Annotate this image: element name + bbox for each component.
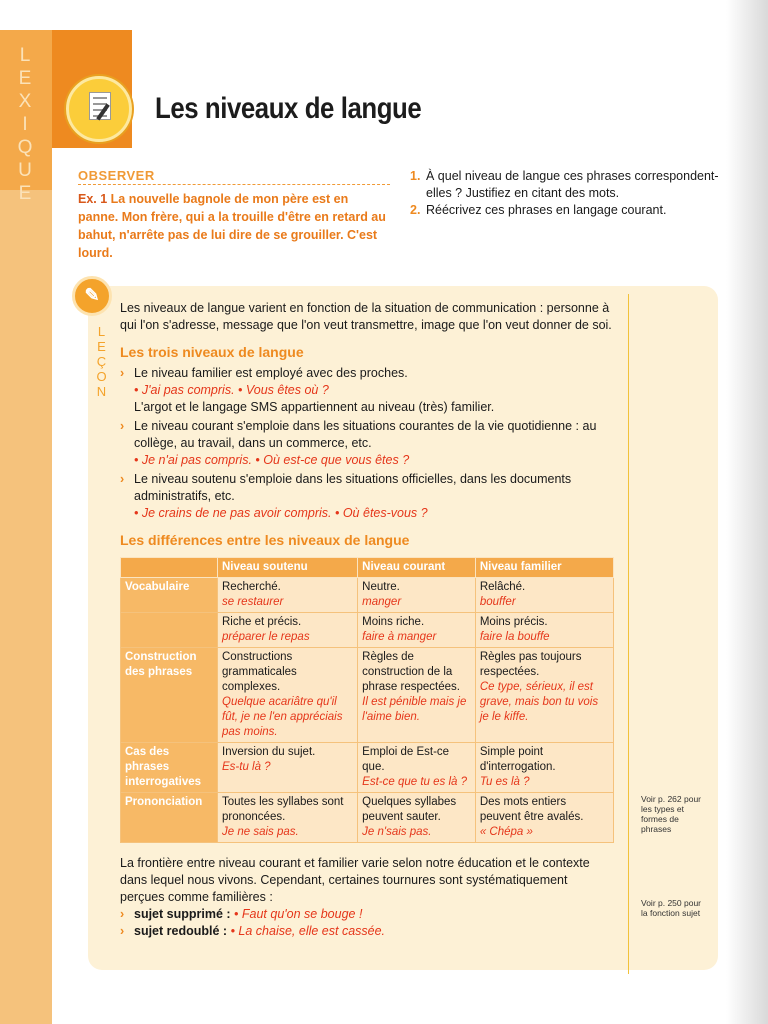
row-label: Cas des phrases interrogatives bbox=[121, 743, 218, 793]
table-cell bbox=[218, 743, 358, 793]
side-tab-letter: L bbox=[19, 45, 33, 66]
cell-example: Ce type, sérieux, il est grave, mais bon tu vois je le kiffe. bbox=[479, 681, 599, 723]
question-number: 1. bbox=[410, 169, 421, 183]
table-cell bbox=[358, 578, 476, 613]
conclusion-text: La frontière entre niveau courant et familier varie selon notre éducation et le contexte dans lequel nous vivons. Cependant, certaines tournures sont systématiquement perçues comme familières : bbox=[120, 856, 590, 904]
cell-example: manger bbox=[362, 596, 402, 608]
bullet-label: sujet redoublé : bbox=[134, 924, 228, 938]
table-cell bbox=[218, 648, 358, 743]
cell-text: Riche et précis. bbox=[222, 616, 302, 628]
row-label bbox=[121, 613, 218, 648]
table-row bbox=[121, 578, 614, 613]
cell-text: Règles de construction de la phrase respectées. bbox=[362, 651, 460, 693]
cell-example: faire la bouffe bbox=[479, 631, 550, 643]
cell-example: Tu es là ? bbox=[479, 776, 530, 788]
level-courant: › Le niveau courant s'emploie dans les situations courantes de la vie quotidienne : au collège, au travail, dans un commerce, etc. • Je n'ai pas compris. • Où est-ce que vous êtes ? bbox=[120, 418, 614, 469]
cell-text: Règles pas toujours respectées. bbox=[479, 651, 582, 678]
cell-text: Recherché. bbox=[222, 581, 281, 593]
level-soutenu: › Le niveau soutenu s'emploie dans les situations officielles, dans les documents administratifs, etc. • Je crains de ne pas avoir compris. • Où êtes-vous ? bbox=[120, 471, 614, 522]
cell-example: faire à manger bbox=[362, 631, 437, 643]
cell-example: Je n'sais pas. bbox=[362, 826, 432, 838]
side-note: Voir p. 250 pour la fonction sujet bbox=[641, 898, 702, 918]
table-cell bbox=[475, 743, 613, 793]
cell-example: Je ne sais pas. bbox=[222, 826, 299, 838]
level-extra: L'argot et le langage SMS appartiennent au niveau (très) familier. bbox=[134, 400, 495, 414]
conclusion bbox=[120, 855, 614, 940]
differences-table bbox=[120, 557, 614, 843]
level-example: • Je n'ai pas compris. • Où est-ce que vous êtes ? bbox=[134, 453, 410, 467]
cell-text: Quelques syllabes peuvent sauter. bbox=[362, 796, 457, 823]
cell-text: Moins précis. bbox=[479, 616, 548, 628]
cell-text: Des mots entiers peuvent être avalés. bbox=[479, 796, 584, 823]
table-row bbox=[121, 793, 614, 843]
table-row bbox=[121, 743, 614, 793]
lecon-content bbox=[120, 300, 614, 940]
level-familier: › Le niveau familier est employé avec des proches. • J'ai pas compris. • Vous êtes où ? L'argot et le langage SMS appartiennent au niveau (très) familier. bbox=[120, 365, 614, 416]
table-header: Niveau courant bbox=[358, 558, 476, 578]
page-title: Les niveaux de langue bbox=[155, 92, 422, 125]
page-edge-shadow bbox=[726, 0, 768, 1024]
lecon-intro: Les niveaux de langue varient en fonction de la situation de communication : personne à qui l'on s'adresse, message que l'on veut transmettre, image que l'on veut donner de soi. bbox=[120, 301, 612, 332]
cell-example: « Chépa » bbox=[479, 826, 533, 838]
observer-text bbox=[78, 190, 390, 262]
level-text: Le niveau soutenu s'emploie dans les situations officielles, dans les documents administratifs, etc. bbox=[134, 472, 572, 503]
lecon-letter: L bbox=[97, 324, 107, 339]
cell-text: Relâché. bbox=[479, 581, 526, 593]
cell-text: Simple point d'interrogation. bbox=[479, 746, 556, 773]
lexique-side-tab bbox=[14, 44, 38, 205]
question-item bbox=[410, 168, 728, 202]
bullet-item: › sujet redoublé : • La chaise, elle est cassée. bbox=[120, 924, 386, 938]
lecon-letter: E bbox=[97, 339, 107, 354]
questions-block bbox=[410, 168, 728, 219]
cell-example: se restaurer bbox=[222, 596, 284, 608]
lecon-divider bbox=[628, 294, 629, 974]
cell-text: Emploi de Est-ce que. bbox=[362, 746, 450, 773]
side-tab-letter: E bbox=[18, 68, 34, 89]
cell-example: Es-tu là ? bbox=[222, 761, 271, 773]
table-cell bbox=[358, 743, 476, 793]
level-example: • Je crains de ne pas avoir compris. • Où êtes-vous ? bbox=[134, 506, 428, 520]
question-text: Réécrivez ces phrases en langage courant. bbox=[426, 203, 667, 217]
observer-block bbox=[78, 168, 390, 262]
row-label: Construction des phrases bbox=[121, 648, 218, 743]
section-heading: Les trois niveaux de langue bbox=[120, 344, 304, 360]
exercise-text: La nouvelle bagnole de mon père est en panne. Mon frère, qui a la trouille d'être en retard au bahut, n'arrête pas de lui dire de se grouiller. C'est lourd. bbox=[78, 192, 386, 260]
table-cell bbox=[218, 578, 358, 613]
side-tab-letter: I bbox=[22, 114, 30, 135]
cell-text: Constructions grammaticales complexes. bbox=[222, 651, 297, 693]
question-item bbox=[410, 202, 728, 219]
section-heading: Les différences entre les niveaux de langue bbox=[120, 532, 410, 548]
lecon-letter: N bbox=[96, 384, 108, 399]
table-cell bbox=[358, 793, 476, 843]
observer-heading: OBSERVER bbox=[78, 168, 390, 185]
bullet-item: › sujet supprimé : • Faut qu'on se bouge ! bbox=[120, 907, 363, 921]
table-corner bbox=[121, 558, 218, 578]
table-cell bbox=[475, 578, 613, 613]
table-header: Niveau soutenu bbox=[218, 558, 358, 578]
question-number: 2. bbox=[410, 203, 421, 217]
side-tab-letter: E bbox=[18, 183, 34, 204]
table-row bbox=[121, 648, 614, 743]
cell-text: Moins riche. bbox=[362, 616, 425, 628]
cell-example: bouffer bbox=[479, 596, 516, 608]
bullet-example: • Faut qu'on se bouge ! bbox=[234, 907, 363, 921]
bullet-example: • La chaise, elle est cassée. bbox=[230, 924, 386, 938]
table-cell bbox=[358, 613, 476, 648]
cell-example: Est-ce que tu es là ? bbox=[362, 776, 467, 788]
cell-example: Quelque acariâtre qu'il fût, je ne l'en appréciais pas moins. bbox=[222, 696, 343, 738]
bullet-label: sujet supprimé : bbox=[134, 907, 231, 921]
question-text: À quel niveau de langue ces phrases correspondent-elles ? Justifiez en citant des mots. bbox=[426, 169, 719, 200]
row-label: Prononciation bbox=[121, 793, 218, 843]
table-cell bbox=[475, 793, 613, 843]
document-icon bbox=[66, 76, 132, 142]
level-text: Le niveau familier est employé avec des proches. bbox=[134, 366, 408, 380]
side-tab-letter: X bbox=[18, 91, 34, 112]
cell-example: Il est pénible mais je l'aime bien. bbox=[362, 696, 467, 723]
table-cell bbox=[218, 613, 358, 648]
side-tab-letter: Q bbox=[17, 137, 35, 158]
cell-text: Inversion du sujet. bbox=[222, 746, 316, 758]
cell-text: Neutre. bbox=[362, 581, 400, 593]
table-cell bbox=[475, 613, 613, 648]
lecon-letter: Ç bbox=[96, 354, 108, 369]
table-cell bbox=[358, 648, 476, 743]
level-example: • J'ai pas compris. • Vous êtes où ? bbox=[134, 383, 329, 397]
lecon-side-label bbox=[94, 324, 110, 399]
table-cell bbox=[475, 648, 613, 743]
exercise-label: Ex. 1 bbox=[78, 192, 108, 206]
lecon-letter: O bbox=[96, 369, 108, 384]
table-cell bbox=[218, 793, 358, 843]
lecon-pen-icon: ✎ bbox=[72, 276, 112, 316]
cell-example: préparer le repas bbox=[222, 631, 310, 643]
table-row bbox=[121, 613, 614, 648]
table-header: Niveau familier bbox=[475, 558, 613, 578]
row-label: Vocabulaire bbox=[121, 578, 218, 613]
side-tab-letter: U bbox=[18, 160, 34, 181]
side-note: Voir p. 262 pour les types et formes de phrases bbox=[641, 794, 702, 834]
cell-text: Toutes les syllabes sont prononcées. bbox=[222, 796, 344, 823]
level-text: Le niveau courant s'emploie dans les situations courantes de la vie quotidienne : au collège, au travail, dans un commerce, etc. bbox=[134, 419, 597, 450]
